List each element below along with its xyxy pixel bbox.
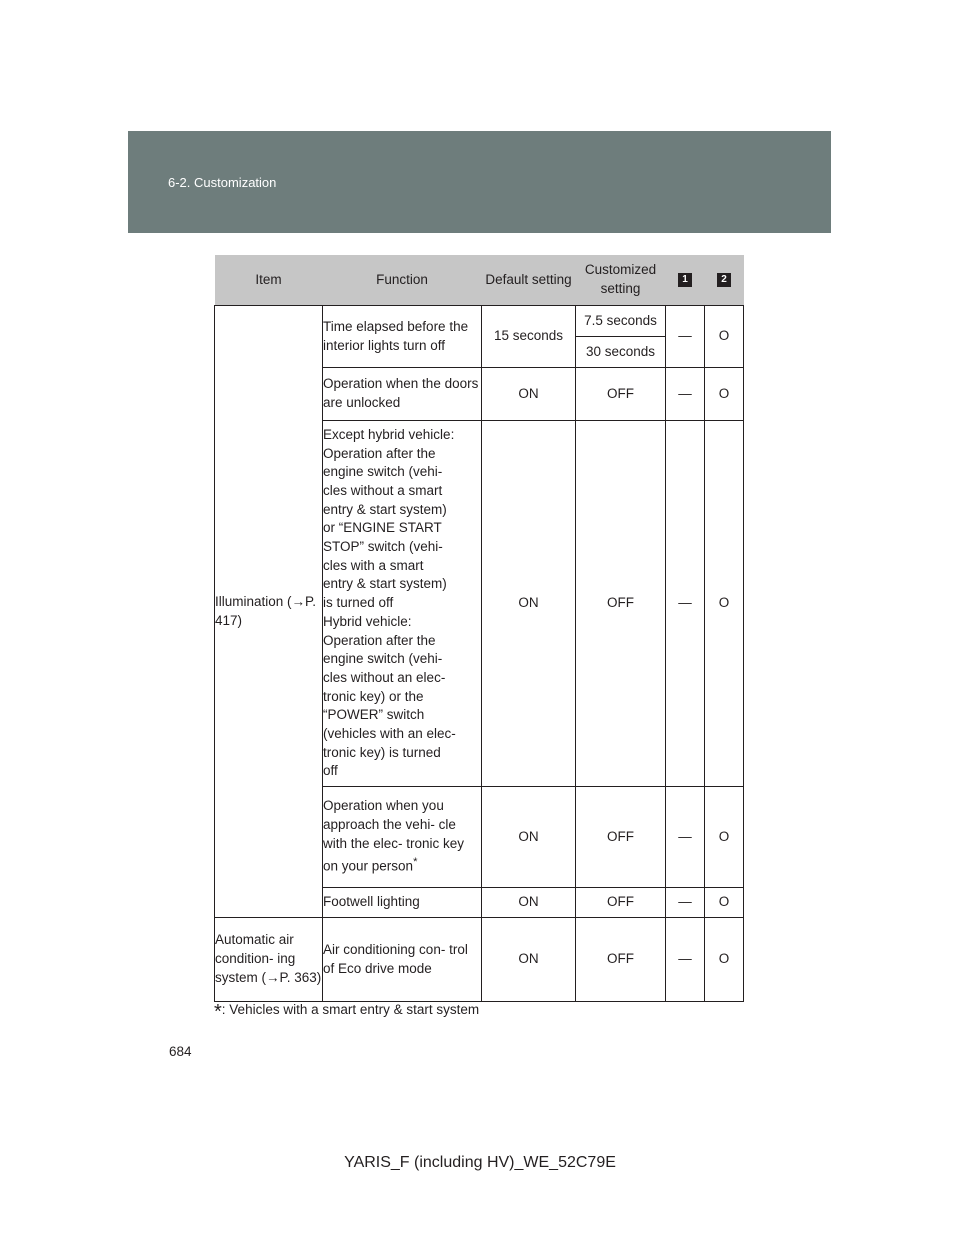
function-line: cles without a smart [323,482,443,498]
method-2-cell: O [705,888,744,918]
function-line: or “ENGINE START [323,520,442,536]
item-illumination: Illumination (→P. 417) [215,306,323,918]
function-line: Operation after the [323,445,436,461]
function-line: engine switch (vehi- [323,651,443,667]
table-row [215,306,744,337]
header-function: Function [323,255,482,306]
customized-cell: OFF [576,918,666,1002]
function-line: cles without an elec- [323,669,446,685]
customized-cell: OFF [576,368,666,421]
customized-cell: OFF [576,787,666,888]
function-line: entry & start system) [323,501,447,517]
function-line: tronic key) or the [323,688,424,704]
footnote-marker: * [413,856,418,869]
function-line: entry & start system) [323,576,447,592]
method-2-cell: O [705,368,744,421]
method-2-cell: O [705,421,744,787]
method-2-cell: O [705,306,744,368]
default-cell: ON [482,787,576,888]
method-1-cell: — [666,888,705,918]
default-cell: 15 seconds [482,306,576,368]
method-2-cell: O [705,787,744,888]
function-line: STOP” switch (vehi- [323,539,443,555]
function-cell: Operation when the doors are unlocked [323,368,482,421]
customized-cell: 30 seconds [576,337,666,368]
footnote-text: : Vehicles with a smart entry & start system [221,1002,480,1017]
header-method-2 [705,255,744,306]
default-cell: ON [482,888,576,918]
table-row [215,918,744,1002]
function-line: Except hybrid vehicle: [323,426,455,442]
footnote-star: * [214,1001,222,1023]
default-cell: ON [482,918,576,1002]
document-code: YARIS_F (including HV)_WE_52C79E [344,1154,616,1171]
function-cell: Time elapsed before the interior lights turn off [323,306,482,368]
function-line: is turned off [323,595,394,611]
table-header-row [215,255,744,306]
customization-table [214,255,744,1002]
function-cell: Air conditioning con- trol of Eco drive mode [323,918,482,1002]
function-line: Hybrid vehicle: [323,613,412,629]
method-1-icon: 1 [678,273,692,287]
header-method-1 [666,255,705,306]
item-automatic-air-conditioning: Automatic air condition- ing system (→P. 363) [215,918,323,1002]
customized-cell: 7.5 seconds [576,306,666,337]
method-1-cell: — [666,787,705,888]
function-cell: Footwell lighting [323,888,482,918]
method-2-icon: 2 [717,273,731,287]
function-cell [323,787,482,888]
function-line: cles with a smart [323,557,424,573]
customized-cell: OFF [576,421,666,787]
footnote [214,1001,479,1024]
function-text: Operation when you approach the vehi- cle with the elec- tronic key on your person [323,798,465,874]
method-1-cell: — [666,368,705,421]
function-line: off [323,763,338,779]
function-line: tronic key) is turned [323,744,441,760]
method-2-cell: O [705,918,744,1002]
page-number: 684 [169,1044,192,1059]
function-line: engine switch (vehi- [323,464,443,480]
section-title: 6-2. Customization [168,175,277,190]
method-1-cell: — [666,918,705,1002]
function-line: “POWER” switch [323,707,425,723]
header-default-setting: Default setting [482,255,576,306]
default-cell: ON [482,421,576,787]
function-cell [323,421,482,787]
default-cell: ON [482,368,576,421]
function-line: Operation after the [323,632,436,648]
method-1-cell: — [666,421,705,787]
header-customized-setting: Customized setting [576,255,666,306]
function-line: (vehicles with an elec- [323,726,456,742]
header-item: Item [215,255,323,306]
method-1-cell: — [666,306,705,368]
chapter-header-band [128,131,831,233]
customized-cell: OFF [576,888,666,918]
